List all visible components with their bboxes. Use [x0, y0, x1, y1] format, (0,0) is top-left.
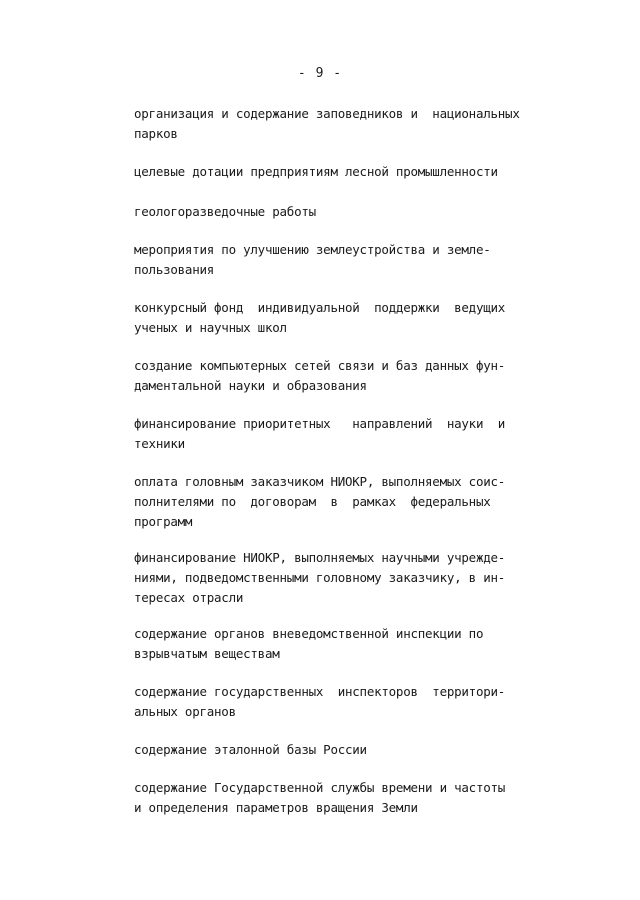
list-item: финансирование приоритетных направлений науки и техники: [134, 416, 506, 451]
list-item: содержание государственных инспекторов территори- альных органов: [134, 684, 506, 719]
list-item: создание компьютерных сетей связи и баз данных фун- даментальной науки и образования: [134, 358, 506, 393]
list-item: геологоразведочные работы: [134, 204, 316, 219]
list-item: целевые дотации предприятиям лесной промышленности: [134, 164, 498, 179]
page-number: - 9 -: [297, 66, 343, 81]
list-item: мероприятия по улучшению землеустройства и земле- пользования: [134, 242, 491, 277]
list-item: оплата головным заказчиком НИОКР, выполняемых соис- полнителями по договорам в рамках федеральных программ: [134, 474, 506, 529]
list-item: финансирование НИОКР, выполняемых научными учрежде- ниями, подведомственными головному заказчику, в ин- тересах отрасли: [134, 550, 506, 605]
list-item: организация и содержание заповедников и национальных парков: [134, 106, 520, 141]
list-item: содержание органов вневедомственной инспекции по взрывчатым веществам: [134, 626, 484, 661]
list-item: конкурсный фонд индивидуальной поддержки ведущих ученых и научных школ: [134, 300, 506, 335]
list-item: содержание Государственной службы времени и частоты и определения параметров вращения Земли: [134, 780, 506, 815]
list-item: содержание эталонной базы России: [134, 742, 367, 757]
